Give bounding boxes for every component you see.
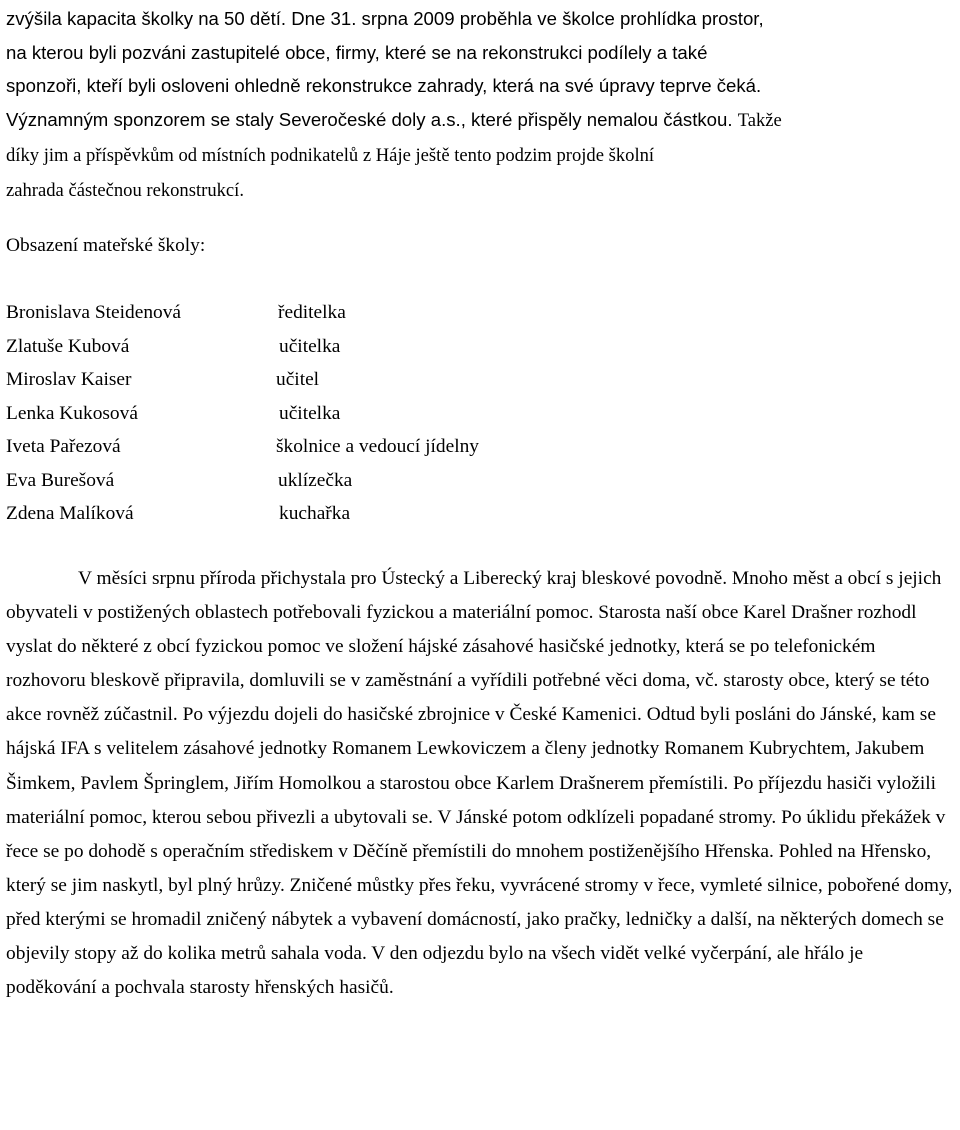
intro-line-3: sponzoři, kteří byli osloveni ohledně rekonstrukce zahrady, která na své úpravy teprve čeká. — [6, 75, 762, 97]
staff-row — [6, 497, 706, 531]
intro-line-4-tail: Takže — [737, 110, 782, 132]
staff-name: Zlatuše Kubová — [6, 335, 130, 357]
flood-paragraph: V měsíci srpnu příroda přichystala pro Ústecký a Liberecký kraj bleskové povodně. Mnoho měst a obcí s jejich obyvateli v postižených oblastech potřebovali fyzickou a materiální pomoc. Starosta naší obce Karel Drašner rozhodl vyslat do některé z obcí fyzickou pomoc ve složení hájské zásahové hasičské jednotky, která se po telefonickém rozhovoru bleskově připravila, domluvili se v zaměstnání a vyřídili potřebné věci doma, vč. starosty obce, který se této akce rovněž zúčastnil. Po výjezdu dojeli do hasičské zbrojnice v České Kamenici. Odtud byli posláni do Jánské, kam se hájská IFA s velitelem zásahové jednotky Romanem Lewkoviczem a členy jednotky Romanem Kubrychtem, Jakubem Šimkem, Pavlem Špringlem, Jiřím Homolkou a starostou obce Karlem Drašnerem přemístili. Po příjezdu hasiči vyložili materiální pomoc, kterou sebou přivezli a ubytovali se. V Jánské potom odklízeli popadané stromy. Po úklidu překážek v řece se po dohodě s operačním střediskem v Děčíně přemístili do mnohem postiženějšího Hřenska. Pohled na Hřensko, který se jim naskytl, byl plný hrůzy. Zničené můstky přes řeku, vyvrácené stromy v řece, vymleté silnice, pobořené domy, před kterými se hromadil zničený nábytek a vybavení domácností, jako pračky, ledničky a další, na některých domech se objevily stopy až do kolika metrů sahala voda. V den odjezdu bylo na všech vidět velké vyčerpání, ale hřálo je poděkování a pochvala starosty hřenských hasičů. — [6, 568, 953, 999]
staff-row — [6, 330, 706, 364]
staff-role: kuchařka — [279, 503, 351, 524]
staff-name: Iveta Pařezová — [6, 436, 121, 457]
staff-row — [6, 430, 706, 464]
intro-line-5: díky jim a příspěvkům od místních podnikatelů z Háje ještě tento podzim projde školní — [6, 144, 655, 166]
staff-row — [6, 363, 706, 397]
staff-name: Eva Burešová — [6, 469, 115, 491]
staff-heading: Obsazení mateřské školy: — [6, 235, 206, 256]
staff-role: učitelka — [279, 335, 341, 357]
intro-line-1: zvýšila kapacita školky na 50 dětí. Dne 31. srpna 2009 proběhla ve školce prohlídka prostor, — [6, 8, 764, 29]
staff-name: Zdena Malíková — [6, 503, 134, 524]
staff-row — [6, 296, 706, 330]
staff-name: Lenka Kukosová — [6, 402, 138, 424]
intro-paragraph — [6, 2, 951, 207]
intro-line-6: zahrada částečnou rekonstrukcí. — [6, 179, 244, 201]
staff-name: Miroslav Kaiser — [6, 369, 132, 390]
staff-row — [6, 397, 706, 431]
staff-name: Bronislava Steidenová — [6, 302, 182, 323]
intro-line-2: na kterou byli pozváni zastupitelé obce, firmy, které se na rekonstrukci podílely a také — [6, 41, 708, 63]
staff-role: učitel — [276, 369, 320, 390]
intro-line-4: Významným sponzorem se staly Severočeské doly a.s., které přispěly nemalou částkou. — [6, 109, 733, 131]
staff-row — [6, 464, 706, 498]
staff-list — [6, 296, 706, 531]
staff-role: ředitelka — [278, 302, 346, 323]
staff-role: učitelka — [279, 402, 341, 424]
staff-role: školnice a vedoucí jídelny — [276, 436, 480, 457]
staff-role: uklízečka — [278, 469, 353, 491]
